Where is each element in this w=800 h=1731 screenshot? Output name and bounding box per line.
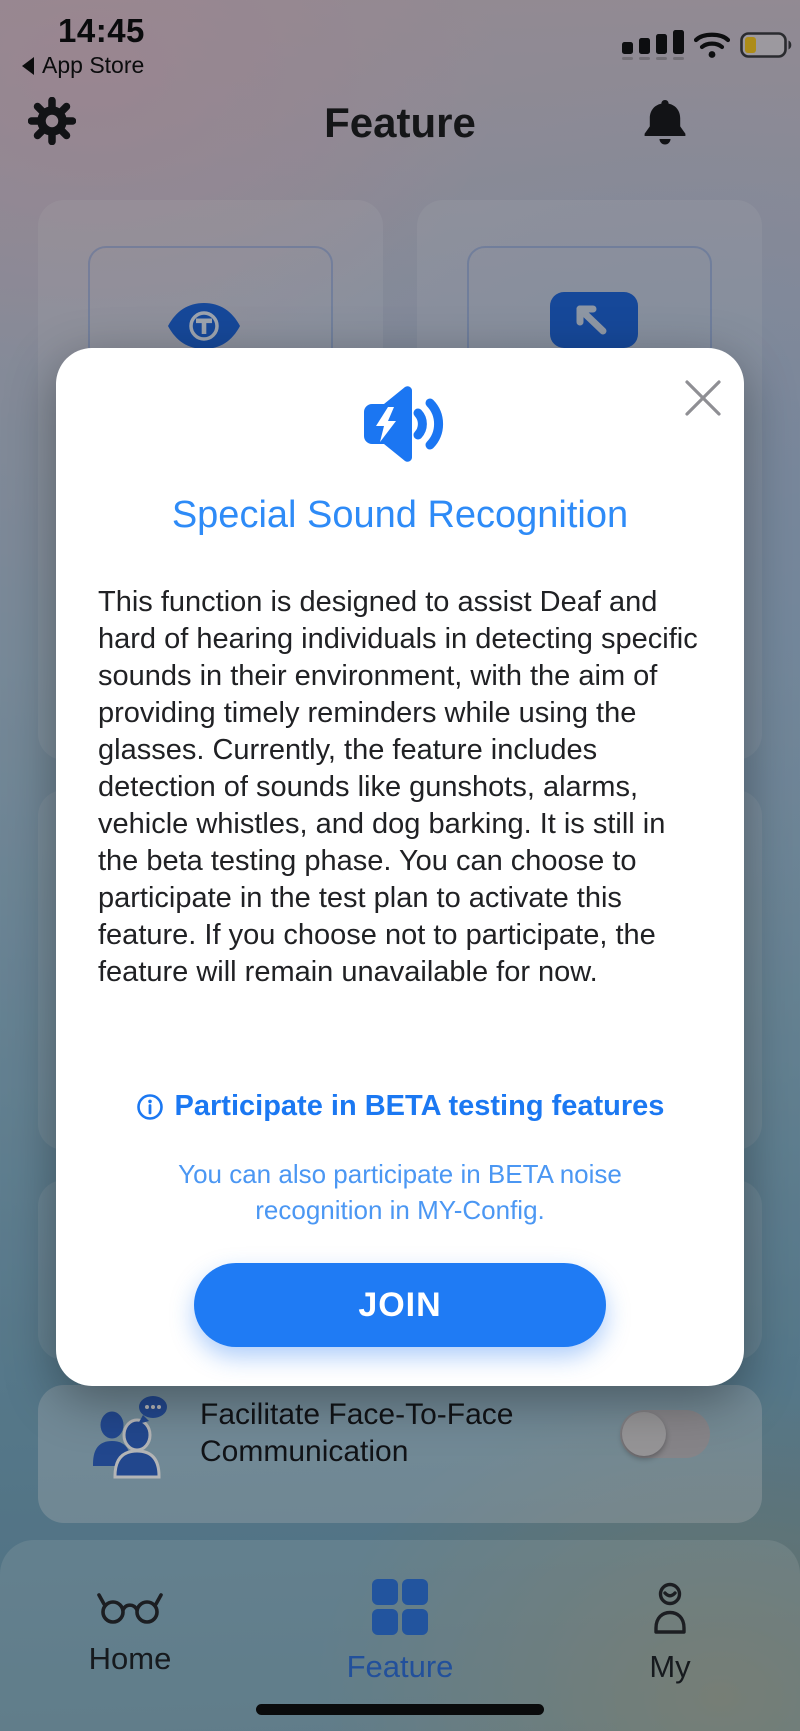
facilitate-communication-label: Facilitate Face-To-Face Communication [200, 1398, 514, 1468]
close-dialog-button[interactable] [683, 378, 723, 418]
nav-label-my: My [649, 1649, 691, 1684]
nav-label-feature: Feature [346, 1649, 454, 1684]
dialog-title: Special Sound Recognition [171, 494, 629, 536]
dialog-body-text: This function is designed to assist Deaf and hard of hearing individuals in detecting specific sounds in their environment, with the aim of providing timely reminders while using the glasses. Currently, the feature includes detection of sounds like gunshots, alarms, vehicle whistles, and dog barking. It is still in the beta testing phase. You can choose to participate in the test plan to activate this feature. If you choose not to participate, the feature will remain unavailable for now. [98, 586, 698, 988]
beta-note-text: You can also participate in BETA noise recognition in MY-Config. [178, 1159, 622, 1225]
beta-participate-link[interactable] [56, 1090, 744, 1123]
close-icon [683, 378, 723, 418]
back-label: App Store [42, 52, 145, 78]
sound-recognition-dialog [56, 348, 744, 1386]
join-button[interactable]: JOIN [194, 1263, 606, 1347]
speaker-lightning-icon [354, 376, 450, 472]
page-title: Feature [324, 99, 476, 146]
info-icon [136, 1093, 164, 1121]
beta-link-label: Participate in BETA testing features [174, 1090, 665, 1122]
nav-label-home: Home [88, 1641, 172, 1676]
status-time: 14:45 [58, 12, 145, 49]
